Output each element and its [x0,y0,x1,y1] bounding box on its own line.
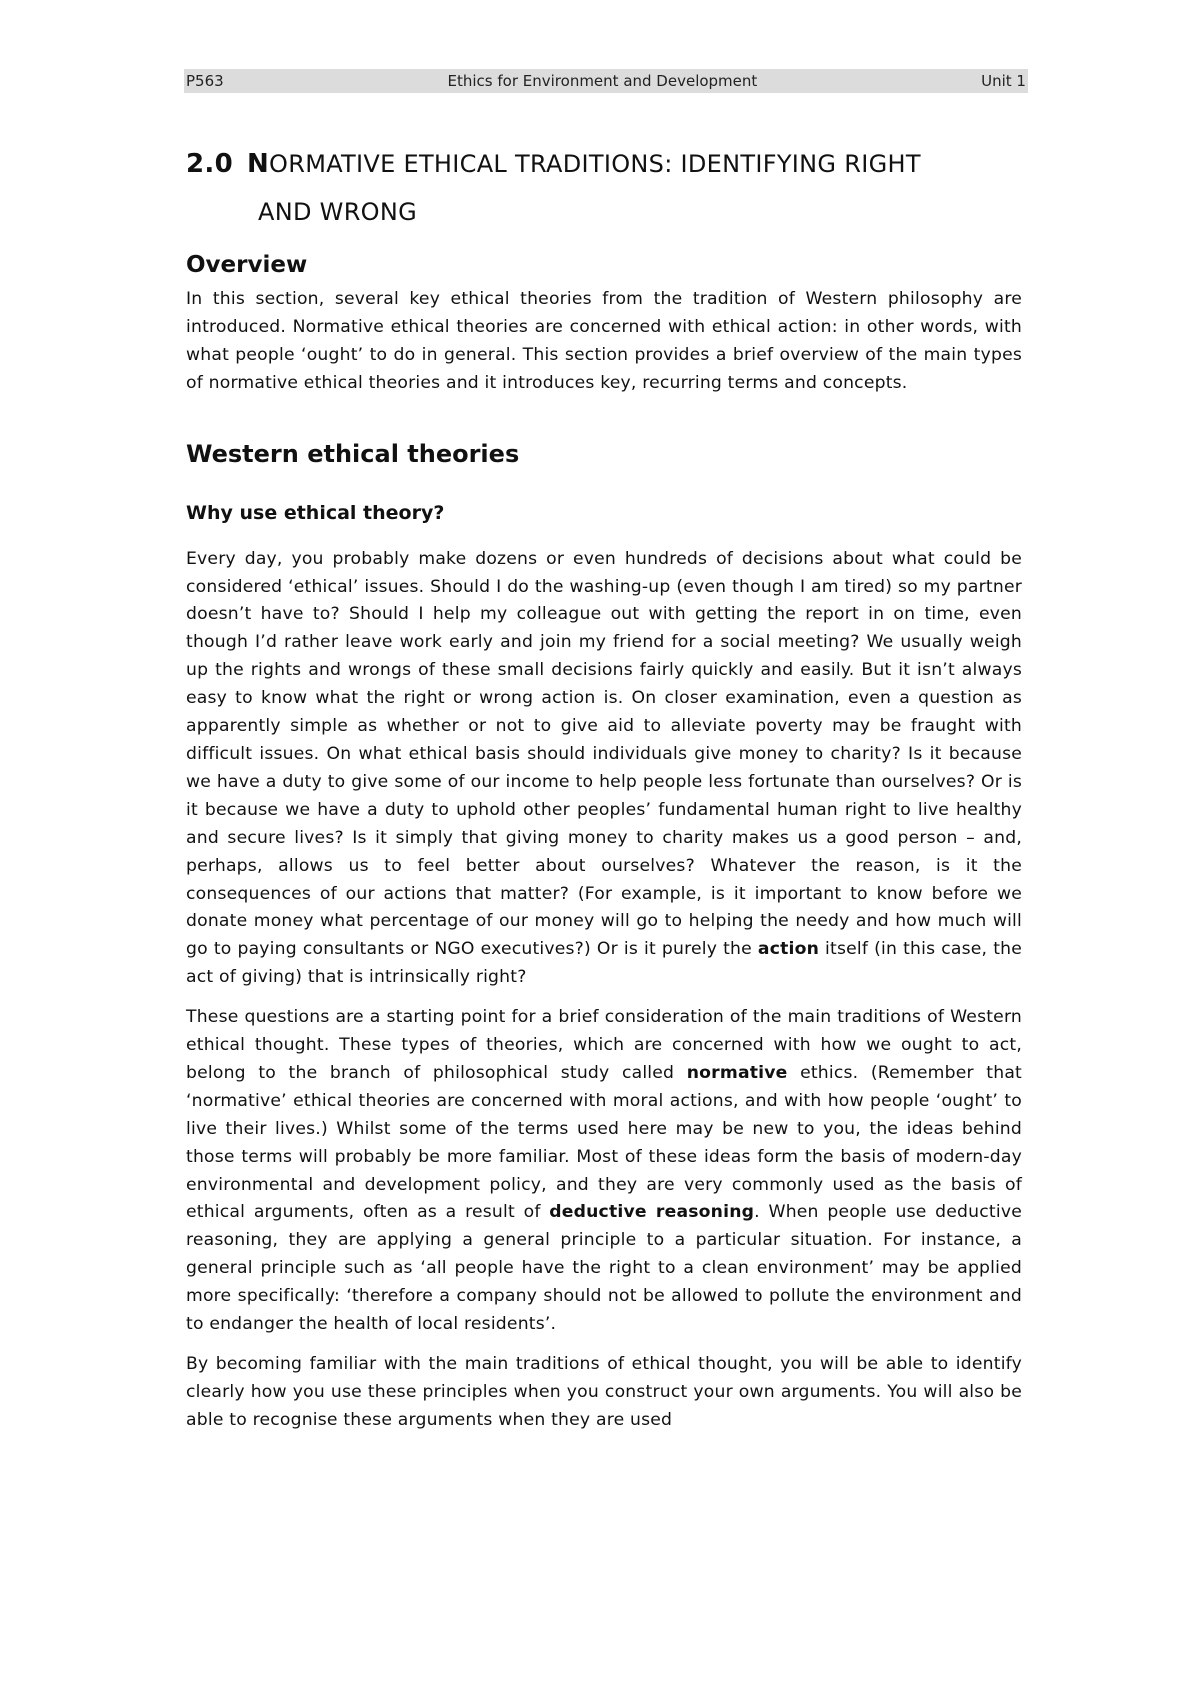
paragraph-everyday-decisions [186,546,1022,993]
paragraph-text: Every day, you probably make dozens or even hundreds of decisions about what could be considered ‘ethical’ issues. Should I do the washing-up (even though I am tired) so my partner doesn’t have to? Should I help my colleague out with getting the report in on time, even though I’d rather leave work early and join my friend for a social meeting? We usually weigh up the rights and wrongs of these small decisions fairly quickly and easily. But it isn’t always easy to know what the right or wrong action is. On closer examination, even a question as apparently simple as whether or not to give aid to alleviate poverty may be fraught with difficult issues. On what ethical basis should individuals give money to charity? Is it because we have a duty to give some of our income to help people less fortunate than ourselves? Or is it because we have a duty to uphold other peoples’ fundamental human right to live healthy and secure lives? Is it simply that giving money to charity makes us a good person – and, perhaps, allows us to feel better about ourselves? Whatever the reason, is it the consequences of our actions that matter? (For example, is it important to know before we donate money what percentage of our money will go to helping the needy and how much will go to paying consultants or NGO executives?) Or is it purely the [186,548,1022,960]
unit-label: Unit 1 [981,72,1026,90]
paragraph-text: ethics. (Remember that ‘normative’ ethical theories are concerned with moral actions, and with how people ‘ought’ to live their lives.) Whilst some of the terms used here may be new to you, the ideas behind those terms will probably be more familiar. Most of these ideas form the basis of modern-day environmental and development policy, and they are very commonly used as the basis of ethical arguments, often as a result of [186,1062,1022,1223]
paragraph-familiar-traditions: By becoming familiar with the main traditions of ethical thought, you will be able to identify clearly how you use these principles when you construct your own arguments. You will also be able to recognise these arguments when they are used [186,1354,1022,1430]
section-number: 2.0 [186,149,233,179]
bold-term-action: action [757,939,820,960]
course-code: P563 [186,72,224,90]
why-use-theory-subheading: Why use ethical theory? [186,501,445,524]
section-title-line2: AND WRONG [258,198,418,226]
section-title-line1: ORMATIVE ETHICAL TRADITIONS: IDENTIFYING RIGHT [269,150,921,178]
paragraph-text: These questions are a starting point for a brief consideration of the main traditions of Western ethical thought. These types of theories, which are concerned with how we ought to act, belong to the branch of philosophical study called [186,1007,1022,1083]
overview-heading: Overview [186,252,308,278]
section-title [186,140,1022,236]
paragraph-text: . When people use deductive reasoning, they are applying a general principle to a particular situation. For instance, a general principle such as ‘all people have the right to a clean environment’ may be applied more specifically: ‘therefore a company should not be allowed to pollute the environment and to endanger the health of local residents’. [186,1202,1022,1335]
western-theories-heading: Western ethical theories [186,439,520,468]
running-header [184,69,1028,93]
overview-paragraph: In this section, several key ethical theories from the tradition of Western philosophy are introduced. Normative ethical theories are concerned with ethical action: in other words, with what people ‘ought’ to do in general. This section provides a brief overview of the main types of normative ethical theories and it introduces key, recurring terms and concepts. [186,289,1022,393]
bold-term-deductive-reasoning: deductive reasoning [549,1202,755,1223]
document-body [186,140,1022,1447]
paragraph-text: itself (in this case, the act of giving) that is intrinsically right? [186,939,1022,988]
section-title-initial: N [246,149,270,179]
paragraph-normative-ethics [186,1004,1022,1339]
course-title: Ethics for Environment and Development [447,72,758,90]
bold-term-normative: normative [686,1062,788,1083]
